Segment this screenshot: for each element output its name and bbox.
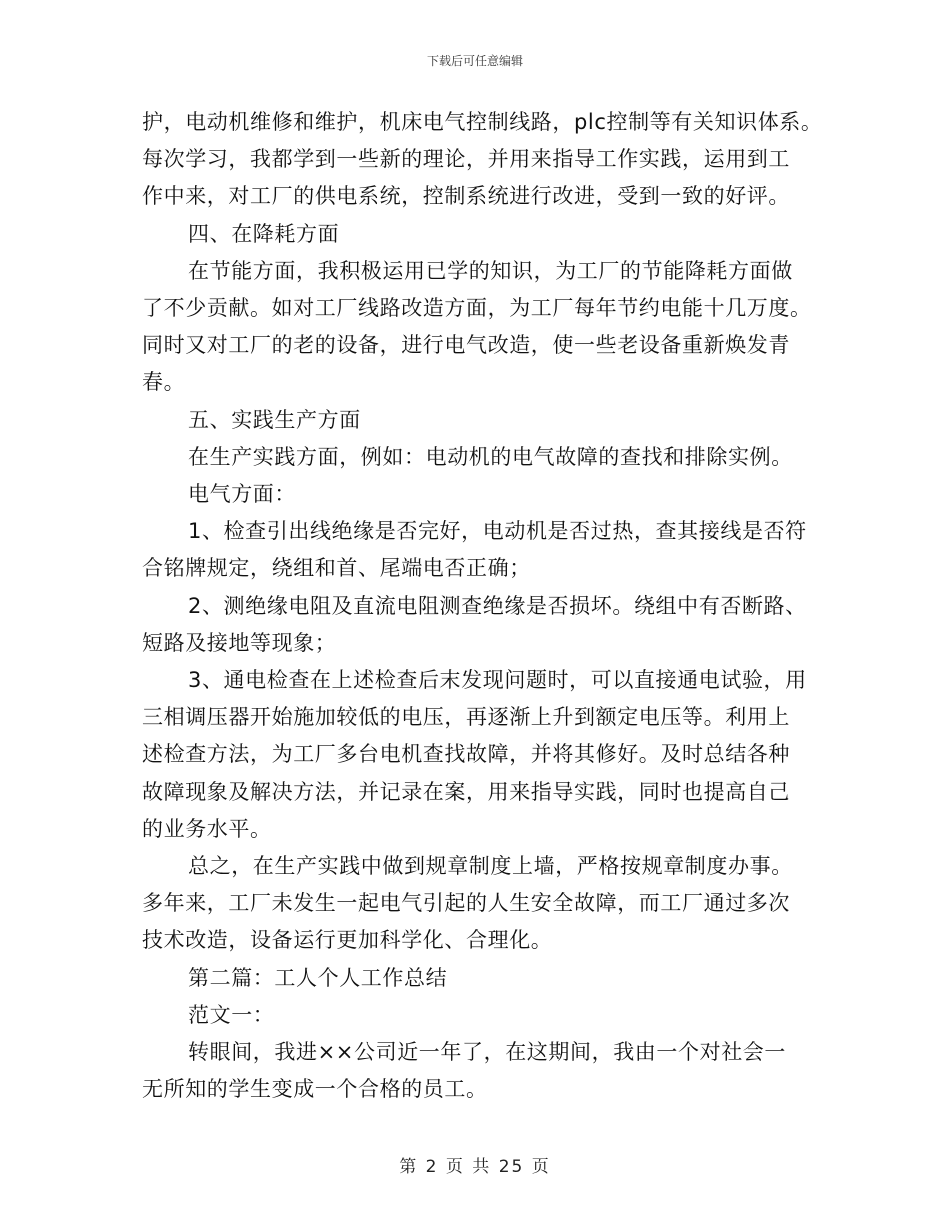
text-line: 电气方面： — [188, 482, 296, 507]
text-line: 短路及接地等现象； — [142, 630, 337, 655]
text-line: 第二篇：工人个人工作总结 — [188, 965, 448, 990]
text-line: 四、在降耗方面 — [188, 221, 340, 246]
text-line: 多年来，工厂未发生一起电气引起的人生安全故障，而工厂通过多次 — [142, 891, 790, 916]
text-line: 三相调压器开始施加较低的电压，再逐渐上升到额定电压等。利用上 — [142, 705, 790, 730]
text-line: 范文一： — [188, 1002, 275, 1027]
text-line: 总之，在生产实践中做到规章制度上墙，严格按规章制度办事。 — [188, 854, 793, 879]
text-line: 2、测绝缘电阻及直流电阻测查绝缘是否损坏。绕组中有否断路、 — [188, 593, 807, 618]
page-header: 下载后可任意编辑 — [426, 54, 523, 68]
text-line: 五、实践生产方面 — [188, 407, 361, 432]
page-footer: 第 2 页 共 25 页 — [399, 1157, 551, 1177]
text-line: 合铭牌规定，绕组和首、尾端电否正确； — [142, 556, 531, 581]
text-line: 技术改造，设备运行更加科学化、合理化。 — [142, 928, 553, 953]
text-line: 无所知的学生变成一个合格的员工。 — [142, 1077, 488, 1102]
text-line: 春。 — [142, 370, 186, 395]
text-line: 1、检查引出线绝缘是否完好，电动机是否过热，查其接线是否符 — [188, 519, 807, 544]
document-body — [142, 104, 832, 1108]
text-line: 在节能方面，我积极运用已学的知识，为工厂的节能降耗方面做 — [188, 258, 793, 283]
text-line: 转眼间，我进××公司近一年了，在这期间，我由一个对社会一 — [188, 1040, 786, 1065]
text-line: 同时又对工厂的老的设备，进行电气改造，使一些老设备重新焕发青 — [142, 333, 790, 358]
text-line: 故障现象及解决方法，并记录在案，用来指导实践，同时也提高自己 — [142, 779, 790, 804]
text-line: 述检查方法，为工厂多台电机查找故障，并将其修好。及时总结各种 — [142, 742, 790, 767]
text-line: 作中来，对工厂的供电系统，控制系统进行改进，受到一致的好评。 — [142, 184, 790, 209]
text-line: 在生产实践方面，例如：电动机的电气故障的查找和排除实例。 — [188, 444, 793, 469]
text-line: 了不少贡献。如对工厂线路改造方面，为工厂每年节约电能十几万度。 — [142, 296, 812, 321]
text-line: 每次学习，我都学到一些新的理论，并用来指导工作实践，运用到工 — [142, 147, 790, 172]
text-line: 的业务水平。 — [142, 816, 272, 841]
text-line: 3、通电检查在上述检查后末发现问题时，可以直接通电试验，用 — [188, 668, 807, 693]
text-line: 护，电动机维修和维护，机床电气控制线路，plc控制等有关知识体系。 — [142, 110, 823, 134]
